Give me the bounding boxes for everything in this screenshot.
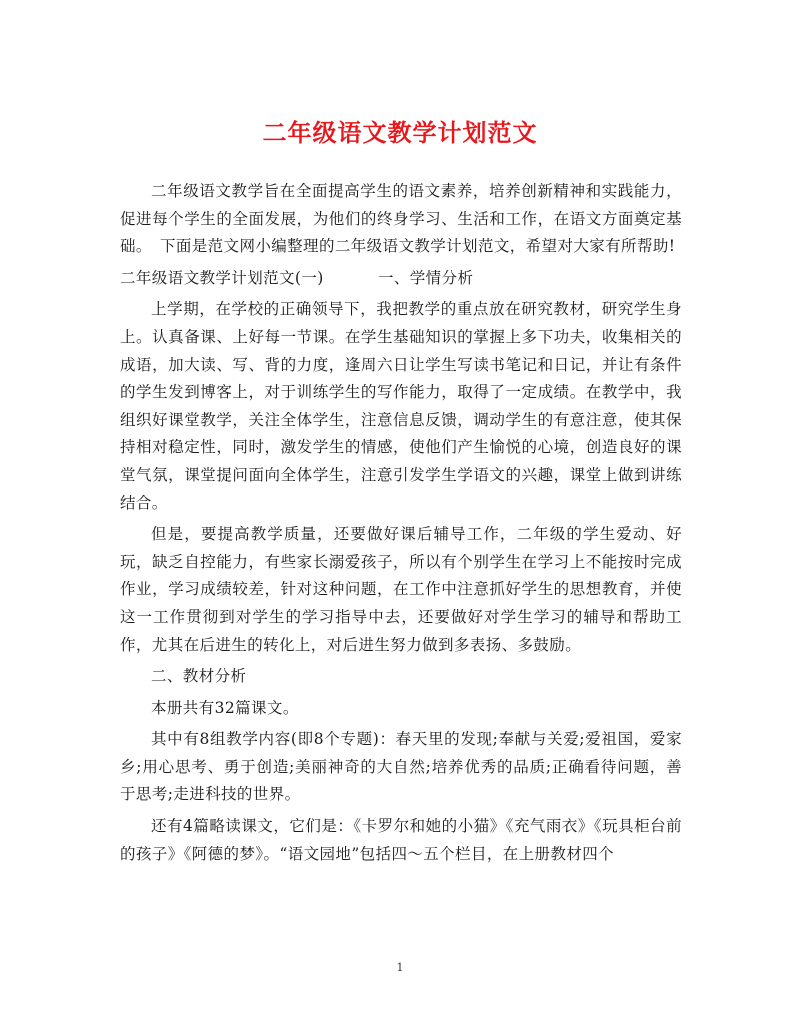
paragraph-tutoring: 但是，要提高教学质量，还要做好课后辅导工作，二年级的学生爱动、好玩，缺乏自控能力，有些家长溺爱孩子，所以有个别学生在学习上不能按时完成作业，学习成绩较差，针对这种问题，在工作中注意抓好学生的思想教育，并使这一工作贯彻到对学生的学习指导中去，还要做好对学生学习的辅导和帮助工作，尤其在后进生的转化上，对后进生努力做到多表扬、多鼓励。 — [120, 525, 682, 654]
paragraph-topics: 其中有8组教学内容(即8个专题)：春天里的发现;奉献与关爱;爱祖国，爱家乡;用心思考、勇于创造;美丽神奇的大自然;培养优秀的品质;正确看待问题，善于思考;走进科技的世界。 — [120, 730, 682, 804]
page-number: 1 — [396, 961, 404, 974]
document-body — [120, 178, 682, 872]
paragraph-reading-lessons: 还有4篇略读课文，它们是：《卡罗尔和她的小猫》《充气雨衣》《玩具柜台前的孩子》《阿德的梦》。“语文园地”包括四～五个栏目，在上册教材四个 — [120, 817, 682, 863]
subheading-student-analysis: 一、学情分析 — [377, 268, 474, 287]
subheading-textbook-analysis: 二、教材分析 — [151, 667, 247, 686]
section-heading: 二年级语文教学计划范文(一) — [120, 268, 324, 287]
intro-paragraph: 二年级语文教学旨在全面提高学生的语文素养，培养创新精神和实践能力，促进每个学生的全面发展，为他们的终身学习、生活和工作，在语文方面奠定基础。 下面是范文网小编整理的二年级语文教学计划范文，希望对大家有所帮助! — [120, 182, 682, 256]
page-title: 二年级语文教学计划范文 — [262, 119, 538, 147]
paragraph-lesson-count: 本册共有32篇课文。 — [151, 698, 299, 717]
paragraph-last-semester: 上学期，在学校的正确领导下，我把教学的重点放在研究教材，研究学生身上。认真备课、上好每一节课。在学生基础知识的掌握上多下功夫，收集相关的成语，加大读、写、背的力度，逢周六日让学生写读书笔记和日记，并让有条件的学生发到博客上，对于训练学生的写作能力，取得了一定成绩。在教学中，我组织好课堂教学，关注全体学生，注意信息反馈，调动学生的有意注意，使其保持相对稳定性，同时，激发学生的情感，使他们产生愉悦的心境，创造良好的课堂气氛，课堂提问面向全体学生，注意引发学生学语文的兴趣，课堂上做到讲练结合。 — [120, 300, 682, 512]
section-heading-line — [120, 265, 682, 293]
